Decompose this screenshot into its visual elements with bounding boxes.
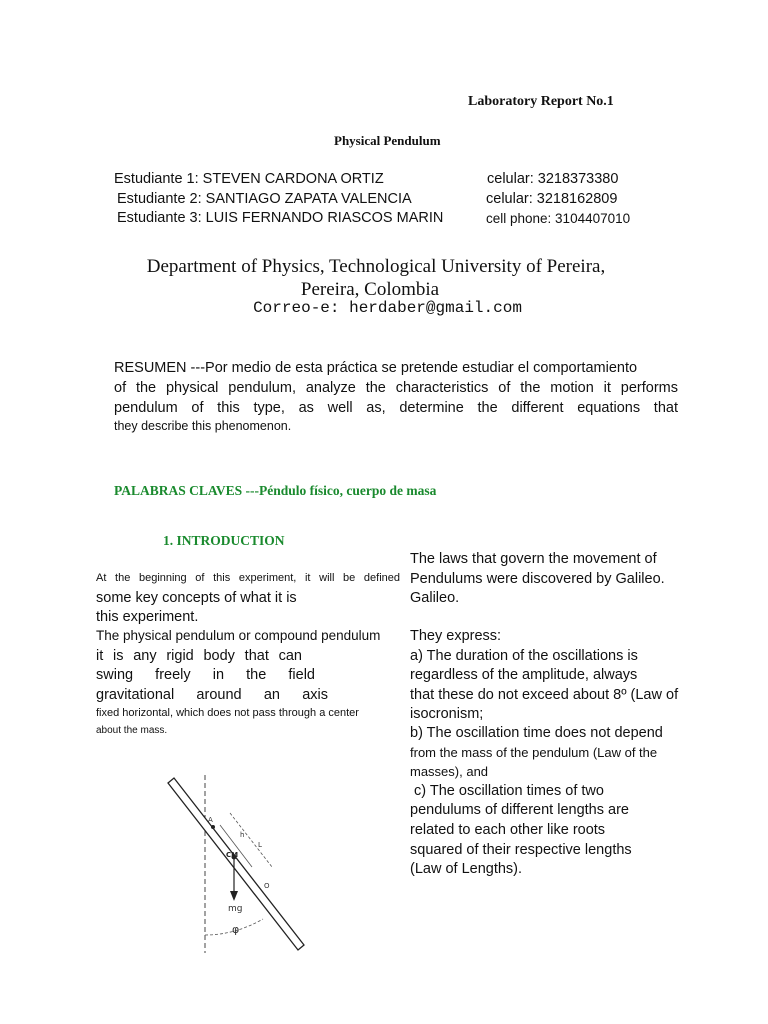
intro-right-line: a) The duration of the oscillations is [410,648,638,664]
abstract-line: they describe this phenomenon. [114,419,292,433]
intro-left-line: some key concepts of what it is [96,590,297,606]
student-2-phone: celular: 3218162809 [486,191,618,207]
intro-right-line: pendulums of different lengths are [410,802,629,818]
intro-right-line: (Law of Lengths). [410,861,523,877]
pivot-point [211,825,215,829]
keywords: PALABRAS CLAVES ---Péndulo físico, cuerpo de masa [114,483,437,498]
intro-right-line: Galileo. [410,590,460,606]
intro-right-line: masses), and [410,764,489,779]
label-o: O [264,882,270,890]
gravity-arrow-head [230,891,238,901]
abstract-line: of the physical pendulum, analyze the characteristics of the motion it performs [114,380,678,396]
intro-right-line: squared of their respective lengths [410,842,632,858]
intro-left-line: about the mass. [96,725,168,736]
email-line: Correo-e: herdaber@gmail.com [253,299,522,317]
student-1-name: Estudiante 1: STEVEN CARDONA ORTIZ [114,171,384,187]
physical-pendulum-figure [160,775,310,955]
intro-right-line: b) The oscillation time does not depend [410,725,663,741]
student-2-name: Estudiante 2: SANTIAGO ZAPATA VALENCIA [117,191,412,207]
intro-left-line: swing freely in the field [96,667,315,683]
student-3-phone: cell phone: 3104407010 [486,211,631,226]
city-line: Pereira, Colombia [300,279,440,300]
label-l: L [258,841,262,849]
intro-left-line: fixed horizontal, which does not pass through a center [96,707,359,719]
intro-right-line: c) The oscillation times of two [410,783,604,799]
intro-right-line: that these do not exceed about 8º (Law of [410,687,679,703]
label-phi: φ [232,923,240,936]
label-h: h [240,831,245,839]
label-mg: mg [228,904,243,914]
intro-right-line: isocronism; [410,706,484,722]
paper-title: Physical Pendulum [334,133,441,148]
intro-left-line: The physical pendulum or compound pendulum [96,628,381,643]
intro-right-line: Pendulums were discovered by Galileo. [410,571,665,587]
student-1-phone: celular: 3218373380 [487,171,619,187]
abstract-line: RESUMEN ---Por medio de esta práctica se pretende estudiar el comportamiento [114,360,638,376]
intro-right-line: from the mass of the pendulum (Law of the [410,745,658,760]
abstract-line: pendulum of this type, as well as, determine the different equations that [114,400,678,416]
intro-right-line: They express: [410,628,502,644]
student-3-name: Estudiante 3: LUIS FERNANDO RIASCOS MARIN [117,210,444,226]
intro-left-line: it is any rigid body that can [96,648,302,664]
intro-left-line: this experiment. [96,609,199,625]
section-heading-introduction: 1. INTRODUCTION [163,533,285,548]
report-title: Laboratory Report No.1 [468,94,614,109]
label-pivot: A [208,816,213,824]
intro-left-line: gravitational around an axis [96,687,328,703]
intro-right-line: related to each other like roots [410,822,606,838]
intro-right-line: The laws that govern the movement of [410,551,657,567]
label-center-of-mass: CM [226,851,239,859]
intro-right-line: regardless of the amplitude, always [410,667,638,683]
department-line: Department of Physics, Technological University of Pereira, [146,256,606,277]
intro-left-line: At the beginning of this experiment, it will be defined [96,572,400,584]
